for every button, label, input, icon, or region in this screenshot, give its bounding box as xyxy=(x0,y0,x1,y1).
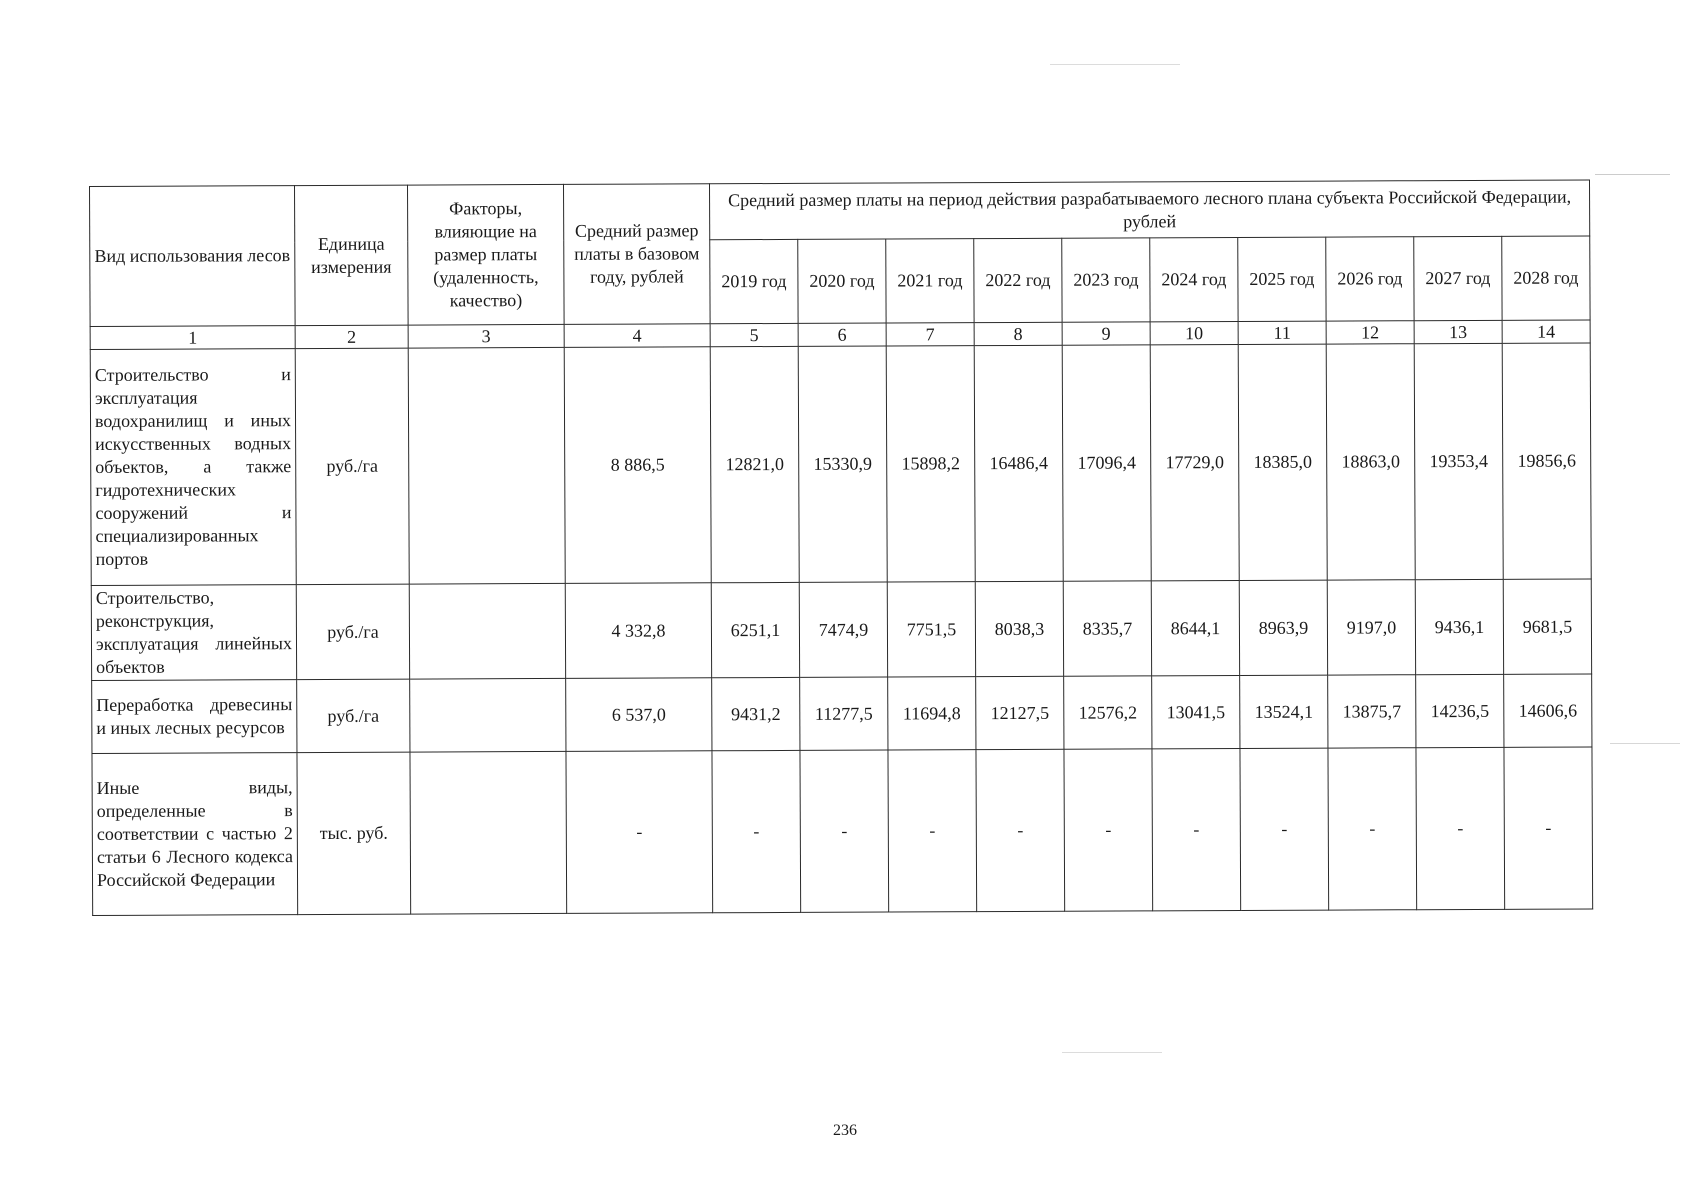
header-year: 2026 год xyxy=(1326,237,1414,321)
year-fee-cell: 8038,3 xyxy=(975,581,1063,676)
year-fee-cell: 19856,6 xyxy=(1502,343,1591,579)
year-fee-cell: 17729,0 xyxy=(1150,344,1239,580)
year-fee-cell: - xyxy=(1328,748,1417,910)
header-year: 2020 год xyxy=(798,239,886,323)
column-number: 5 xyxy=(710,323,798,346)
base-fee-cell: 4 332,8 xyxy=(565,583,711,679)
year-fee-cell: 16486,4 xyxy=(974,345,1063,581)
forest-use-type: Переработка древесины и иных лесных ресурсов xyxy=(92,680,297,754)
column-number: 13 xyxy=(1414,320,1502,343)
column-number: 10 xyxy=(1150,321,1238,344)
header-period-fee-group: Средний размер платы на период действия разрабатываемого лесного плана субъекта Российской Федерации, рублей xyxy=(709,180,1589,240)
year-fee-cell: 14606,6 xyxy=(1504,674,1592,747)
column-number: 9 xyxy=(1062,322,1150,345)
table-row xyxy=(91,579,1591,681)
header-factors: Факторы, влияющие на размер платы (удаленность, качество) xyxy=(407,184,564,325)
base-fee-cell: 6 537,0 xyxy=(566,678,712,752)
table-row xyxy=(92,747,1593,916)
column-number: 8 xyxy=(974,322,1062,345)
header-year: 2021 год xyxy=(886,239,974,323)
year-fee-cell: 7474,9 xyxy=(799,582,887,677)
year-fee-cell: 8963,9 xyxy=(1239,580,1327,675)
header-unit: Единица измерения xyxy=(295,185,409,325)
year-fee-cell: 12821,0 xyxy=(710,346,799,582)
header-year: 2023 год xyxy=(1062,238,1150,322)
column-number: 4 xyxy=(564,324,710,348)
column-number: 3 xyxy=(408,324,564,348)
year-fee-cell: 13524,1 xyxy=(1240,675,1328,748)
year-fee-cell: 18863,0 xyxy=(1326,344,1415,580)
year-fee-cell: 8335,7 xyxy=(1063,581,1151,676)
forest-use-fee-table xyxy=(89,179,1593,916)
base-fee-cell: - xyxy=(566,751,713,914)
year-fee-cell: 9436,1 xyxy=(1415,579,1503,674)
year-fee-cell: - xyxy=(1064,749,1153,911)
factors-cell xyxy=(408,347,565,584)
year-fee-cell: 14236,5 xyxy=(1416,674,1504,747)
scan-mark xyxy=(1062,1052,1162,1053)
forest-use-type: Строительство и эксплуатация водохранилищ и иных искусственных водных объектов, а также гидротехнических сооружений и специализированных портов xyxy=(90,349,296,586)
year-fee-cell: 7751,5 xyxy=(887,582,975,677)
header-year: 2027 год xyxy=(1414,236,1502,320)
header-year: 2028 год xyxy=(1502,236,1590,320)
header-year: 2022 год xyxy=(974,238,1062,322)
year-fee-cell: 17096,4 xyxy=(1062,345,1151,581)
unit-cell: руб./га xyxy=(295,348,409,584)
year-fee-cell: 15898,2 xyxy=(886,346,975,582)
year-fee-cell: 12576,2 xyxy=(1064,676,1152,749)
header-year: 2025 год xyxy=(1238,237,1326,321)
header-year: 2024 год xyxy=(1150,237,1238,321)
year-fee-cell: 13041,5 xyxy=(1152,675,1240,748)
table-row xyxy=(90,343,1591,586)
column-number: 6 xyxy=(798,323,886,346)
header-base-year-fee: Средний размер платы в базовом году, рублей xyxy=(563,184,710,325)
factors-cell xyxy=(409,583,565,679)
year-fee-cell: - xyxy=(1240,748,1329,910)
factors-cell xyxy=(410,751,567,914)
base-fee-cell: 8 886,5 xyxy=(564,347,711,584)
forest-use-type: Иные виды, определенные в соответствии с частью 2 статьи 6 Лесного кодекса Российской Федерации xyxy=(92,753,298,916)
year-fee-cell: 18385,0 xyxy=(1238,344,1327,580)
year-fee-cell: - xyxy=(712,750,801,912)
forest-use-type: Строительство, реконструкция, эксплуатация линейных объектов xyxy=(91,585,296,681)
year-fee-cell: 19353,4 xyxy=(1414,343,1503,579)
unit-cell: руб./га xyxy=(296,584,409,679)
year-fee-cell: 11694,8 xyxy=(888,677,976,750)
year-fee-cell: 13875,7 xyxy=(1328,675,1416,748)
year-fee-cell: - xyxy=(800,750,889,912)
column-number: 7 xyxy=(886,323,974,346)
table-row xyxy=(92,674,1592,754)
year-fee-cell: - xyxy=(976,749,1065,911)
year-fee-cell: 12127,5 xyxy=(976,676,1064,749)
scan-mark xyxy=(1595,174,1670,175)
scan-mark xyxy=(1610,743,1680,744)
factors-cell xyxy=(410,678,566,752)
scan-mark xyxy=(1050,64,1180,65)
column-number: 2 xyxy=(295,325,408,348)
year-fee-cell: 15330,9 xyxy=(798,346,887,582)
column-number: 11 xyxy=(1238,321,1326,344)
year-fee-cell: - xyxy=(1152,748,1241,910)
year-fee-cell: 11277,5 xyxy=(800,677,888,750)
year-fee-cell: 6251,1 xyxy=(711,582,799,677)
year-fee-cell: 8644,1 xyxy=(1151,580,1239,675)
year-fee-cell: - xyxy=(1416,747,1505,909)
year-fee-cell: - xyxy=(888,750,977,912)
year-fee-cell: 9681,5 xyxy=(1503,579,1591,674)
year-fee-cell: 9431,2 xyxy=(712,677,800,750)
column-number: 12 xyxy=(1326,321,1414,344)
page-number: 236 xyxy=(833,1122,857,1139)
header-forest-use-type: Вид использования лесов xyxy=(90,186,296,327)
unit-cell: тыс. руб. xyxy=(297,752,411,914)
unit-cell: руб./га xyxy=(297,679,410,752)
year-fee-cell: - xyxy=(1504,747,1593,909)
year-fee-cell: 9197,0 xyxy=(1327,580,1415,675)
column-number: 14 xyxy=(1502,320,1590,343)
header-year: 2019 год xyxy=(710,239,798,323)
column-number: 1 xyxy=(90,326,295,350)
